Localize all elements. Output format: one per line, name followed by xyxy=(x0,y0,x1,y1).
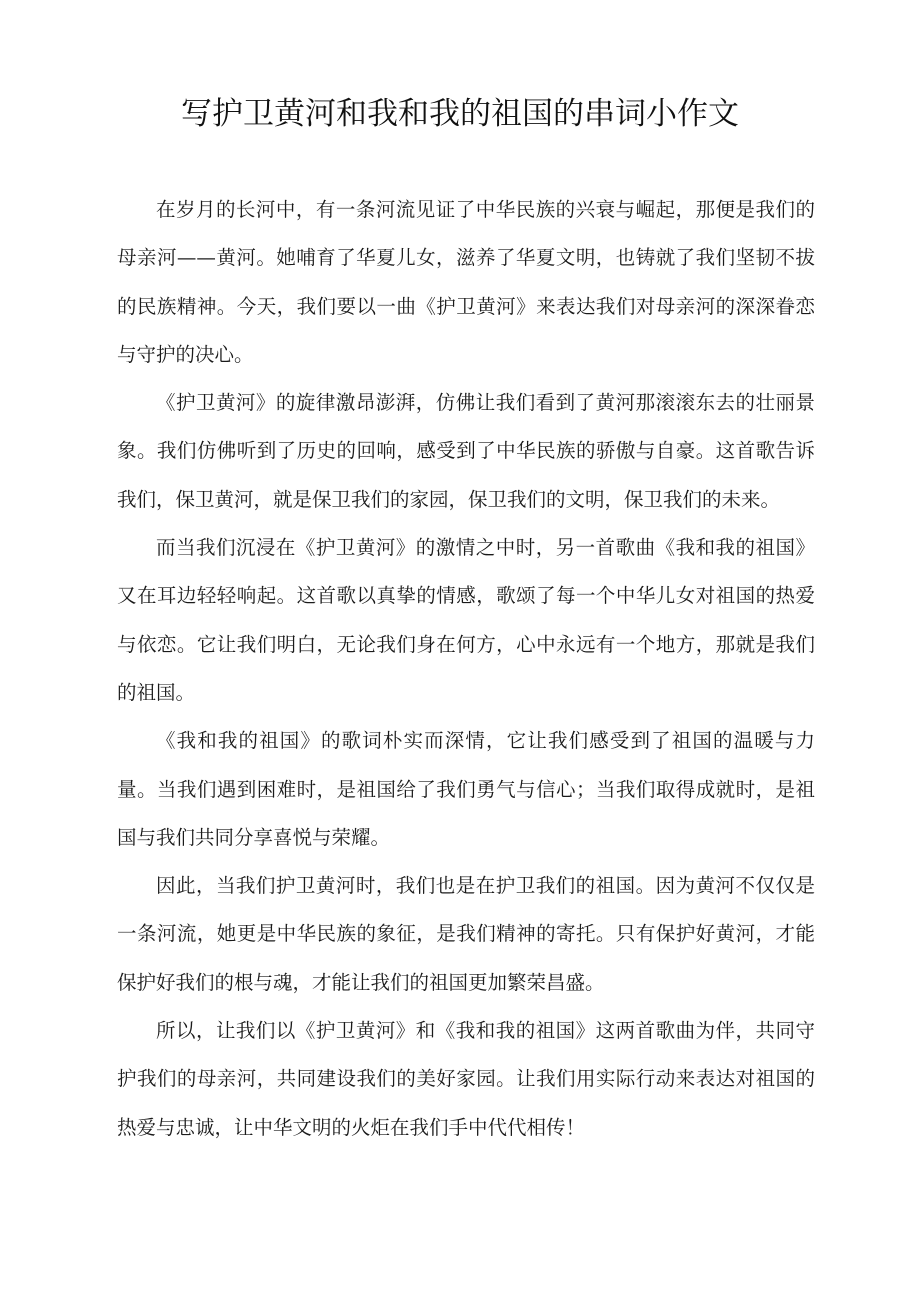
paragraph-6: 所以，让我们以《护卫黄河》和《我和我的祖国》这两首歌曲为伴，共同守护我们的母亲河，共同建设我们的美好家园。让我们用实际行动来表达对祖国的热爱与忠诚，让中华文明的火炬在我们手中代代相传！ xyxy=(117,1019,815,1139)
paragraph-3: 而当我们沉浸在《护卫黄河》的激情之中时，另一首歌曲《我和我的祖国》又在耳边轻轻响起。这首歌以真挚的情感，歌颂了每一个中华儿女对祖国的热爱与依恋。它让我们明白，无论我们身在何方，心中永远有一个地方，那就是我们的祖国。 xyxy=(117,536,815,704)
paragraph-5: 因此，当我们护卫黄河时，我们也是在护卫我们的祖国。因为黄河不仅仅是一条河流，她更是中华民族的象征，是我们精神的寄托。只有保护好黄河，才能保护好我们的根与魂，才能让我们的祖国更加繁荣昌盛。 xyxy=(117,874,815,994)
paragraph-4: 《我和我的祖国》的歌词朴实而深情，它让我们感受到了祖国的温暖与力量。当我们遇到困难时，是祖国给了我们勇气与信心；当我们取得成就时，是祖国与我们共同分享喜悦与荣耀。 xyxy=(117,729,815,849)
paragraph-2: 《护卫黄河》的旋律激昂澎湃，仿佛让我们看到了黄河那滚滚东去的壮丽景象。我们仿佛听到了历史的回响，感受到了中华民族的骄傲与自豪。这首歌告诉我们，保卫黄河，就是保卫我们的家园，保卫我们的文明，保卫我们的未来。 xyxy=(117,391,815,511)
document-title: 写护卫黄河和我和我的祖国的串词小作文 xyxy=(181,96,739,132)
paragraph-1: 在岁月的长河中，有一条河流见证了中华民族的兴衰与崛起，那便是我们的母亲河——黄河。她哺育了华夏儿女，滋养了华夏文明，也铸就了我们坚韧不拔的民族精神。今天，我们要以一曲《护卫黄河》来表达我们对母亲河的深深眷恋与守护的决心。 xyxy=(117,198,815,366)
document-body xyxy=(117,186,815,1152)
